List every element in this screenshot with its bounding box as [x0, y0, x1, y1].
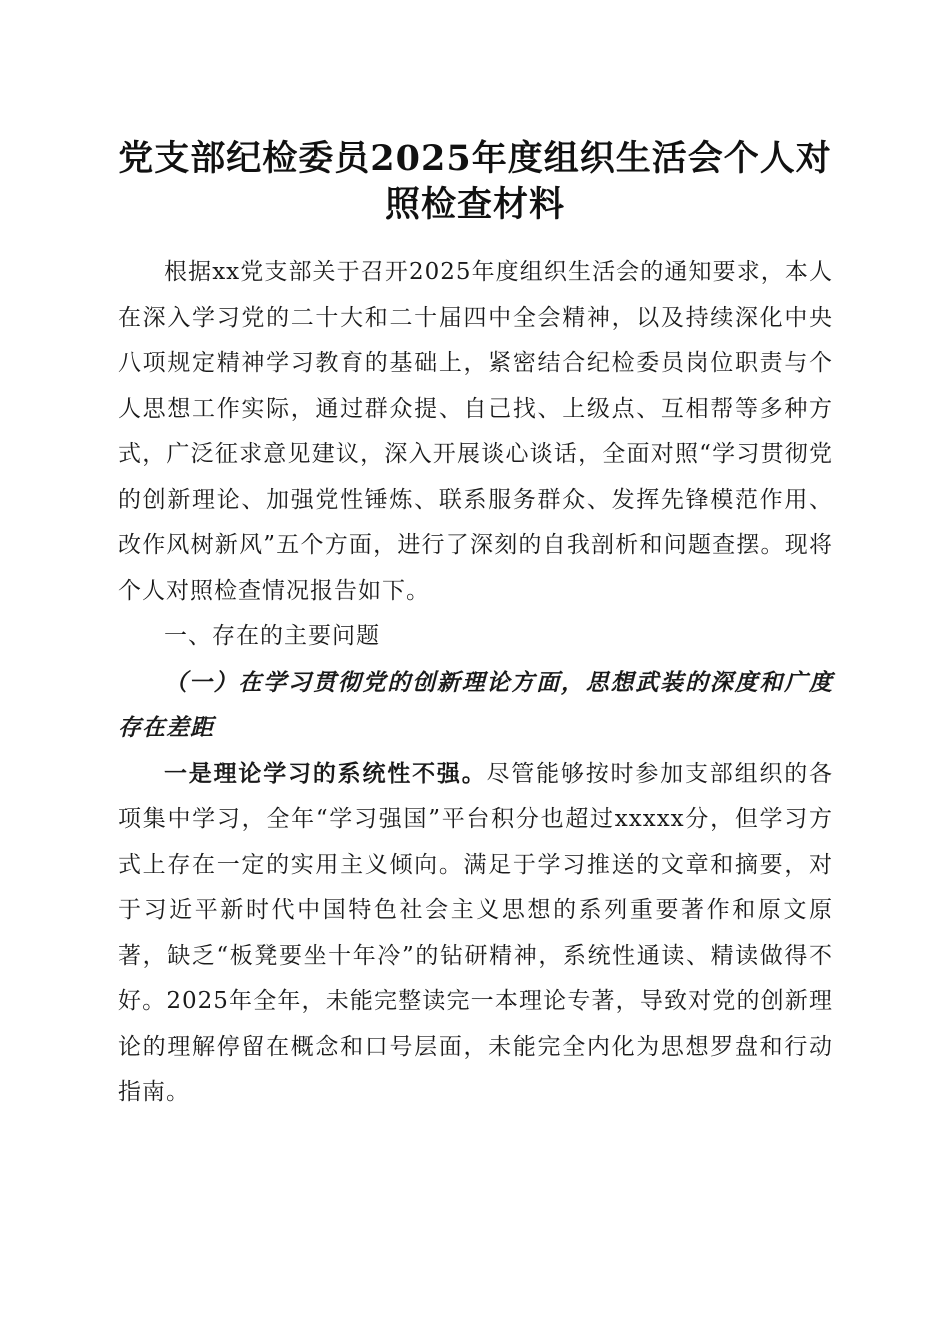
point-text: 尽管能够按时参加支部组织的各项集中学习，全年“学习强国”平台积分也超过xxxxx分，但学习方式上存在一定的实用主义倾向。满足于学习推送的文章和摘要，对于习近平新时代中国特色社会主义思想的系列重要著作和原文原著，缺乏“板凳要坐十年冷”的钻研精神，系统性通读、精读做得不好。2025年全年，未能完整读完一本理论专著，导致对党的创新理论的理解停留在概念和口号层面，未能完全内化为思想罗盘和行动指南。 — [118, 760, 834, 1105]
document-title: 党支部纪检委员2025年度组织生活会个人对照检查材料 — [118, 138, 832, 225]
document-body — [118, 250, 833, 1116]
intro-paragraph: 根据xx党支部关于召开2025年度组织生活会的通知要求，本人在深入学习党的二十大和二十届四中全会精神，以及持续深化中央八项规定精神学习教育的基础上，紧密结合纪检委员岗位职责与个人思想工作实际，通过群众提、自己找、上级点、互相帮等多种方式，广泛征求意见建议，深入开展谈心谈话，全面对照“学习贯彻党的创新理论、加强党性锤炼、联系服务群众、发挥先锋模范作用、改作风树新风”五个方面，进行了深刻的自我剖析和问题查摆。现将个人对照检查情况报告如下。 — [118, 259, 833, 604]
section-heading: 一、存在的主要问题 — [164, 623, 380, 649]
subsection-heading: （一）在学习贯彻党的创新理论方面，思想武装的深度和广度存在差距 — [118, 668, 833, 741]
point-paragraph — [118, 751, 833, 1116]
point-lead: 一是理论学习的系统性不强。 — [164, 759, 487, 787]
